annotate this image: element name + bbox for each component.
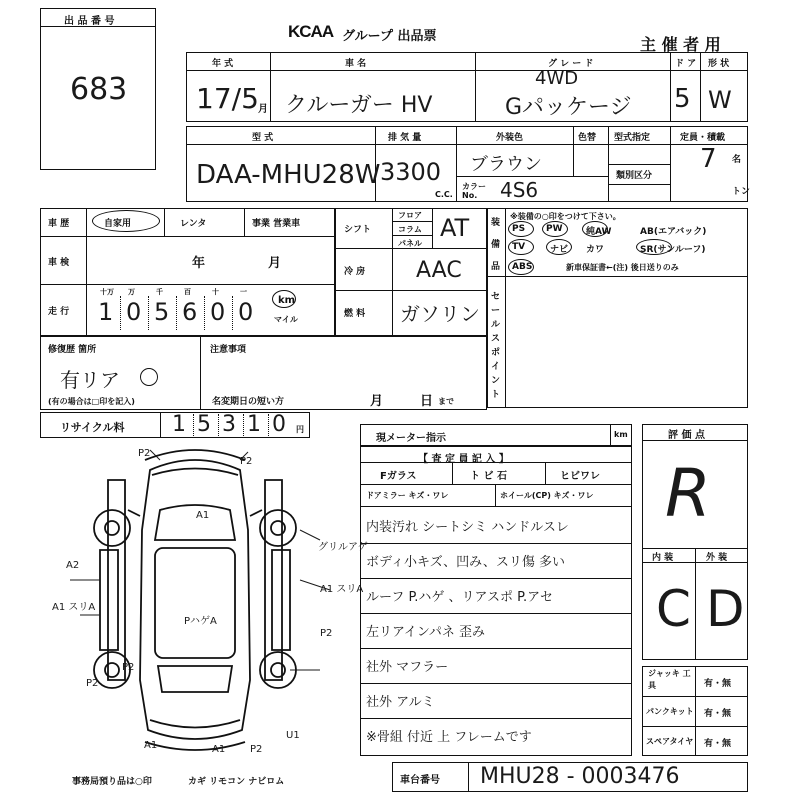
damage-mark: グリルアゲ — [318, 542, 368, 553]
interior-label: 内 装 — [652, 553, 674, 563]
recycle-label: リサイクル料 — [60, 421, 125, 434]
equipment-item[interactable]: TV — [512, 242, 526, 252]
lot-number-label: 出 品 番 号 — [64, 16, 115, 27]
history-option-rental[interactable]: レンタ — [180, 219, 207, 229]
equipment-item[interactable]: PS — [512, 224, 526, 234]
interior-value: C — [656, 580, 691, 638]
mileage-unit: 十万 — [100, 288, 114, 296]
damage-mark: A1 — [144, 740, 158, 751]
name-change-day: 日 — [420, 394, 434, 409]
equipment-circle — [582, 221, 608, 237]
shift-option-column[interactable]: コラム — [398, 225, 422, 234]
inspector-note: 社外 マフラー — [366, 660, 449, 675]
mileage-digit: 0 — [126, 298, 142, 326]
damage-mark: P2 — [138, 448, 151, 459]
mileage-unit: 十 — [212, 288, 219, 296]
equipment-circle — [508, 239, 534, 255]
mileage-unit: 一 — [240, 288, 247, 296]
recycle-digit: 1 — [172, 412, 186, 437]
inspector-note: ルーフ P.ハゲ 、リアスポ P.アセ — [366, 590, 553, 605]
exterior-value: D — [706, 580, 745, 638]
inspector-note: 社外 アルミ — [366, 695, 435, 710]
organizer-label: 主 催 者 用 — [640, 35, 721, 54]
exterior-label: 外 装 — [706, 553, 728, 563]
inspector-note: ボディ小キズ、凹み、スリ傷 多い — [366, 555, 566, 570]
damage-mark: A1 スリA — [52, 602, 96, 613]
color-label: 外装色 — [496, 133, 524, 143]
history-label: 車 歴 — [48, 219, 70, 229]
mileage-unit: 万 — [128, 288, 135, 296]
capacity-value: 7 — [700, 144, 717, 174]
mileage-unit: 百 — [184, 288, 191, 296]
equipment-item[interactable]: AB(エアバック) — [640, 227, 707, 237]
recycle-digit: 1 — [247, 412, 261, 437]
door-value: 5 — [674, 84, 691, 114]
cc-unit: C.C. — [435, 190, 453, 199]
equipment-item[interactable]: ナビ — [550, 245, 569, 255]
equipment-item[interactable]: SR(サンルーフ) — [640, 245, 706, 255]
grade-value-top: 4WD — [535, 68, 579, 89]
chassis-value: MHU28 - 0003476 — [480, 764, 680, 789]
model-value: DAA-MHU28W — [196, 160, 381, 190]
ac-value: AAC — [416, 258, 462, 283]
sales-point-label: セールスポイント — [491, 292, 501, 400]
equipment-item[interactable]: ABS — [512, 262, 533, 272]
puncture-yesno[interactable]: 有・無 — [704, 709, 732, 719]
office-label: 事務局預り品は○印 — [72, 777, 152, 787]
mileage-digit: 6 — [182, 298, 198, 326]
equipment-item[interactable]: PW — [546, 224, 563, 234]
recycle-unit: 円 — [296, 425, 304, 434]
mileage-digit: 1 — [98, 298, 114, 326]
mirror-label: ドアミラー キズ・ワレ — [366, 491, 449, 500]
puncture-label: パンクキット — [646, 707, 694, 716]
shift-value: AT — [440, 214, 470, 242]
shape-label: 形 状 — [708, 59, 730, 69]
color-no-label: カラー No. — [462, 182, 486, 200]
ac-label: 冷 房 — [344, 267, 366, 277]
equipment-circle — [546, 239, 572, 255]
inspection-year: 年 — [192, 256, 206, 271]
spare-label: スペアタイヤ — [646, 737, 694, 746]
grade-label: グ レ ー ド — [548, 59, 594, 69]
equipment-circle — [636, 239, 672, 255]
equipment-item[interactable]: カワ — [586, 245, 605, 255]
glass-options: ト ビ 石 — [470, 471, 507, 482]
mileage-unit: 千 — [156, 288, 163, 296]
glass-label: Fガラス — [380, 471, 417, 482]
mileage-digit: 5 — [154, 298, 170, 326]
repair-value: 有リア — [60, 368, 120, 392]
history-option-private[interactable]: 自家用 — [104, 219, 132, 229]
damage-mark: U1 — [286, 730, 300, 741]
ton-unit: トン — [732, 187, 751, 197]
lot-number-value: 683 — [70, 72, 128, 107]
inspector-note: 内装汚れ シートシミ ハンドルスレ — [366, 520, 569, 535]
damage-mark: A1 スリA — [320, 584, 364, 595]
damage-mark: P2 — [250, 744, 263, 755]
inspection-month: 月 — [268, 256, 282, 271]
equipment-circle — [508, 259, 534, 275]
history-option-business[interactable]: 事業 営業車 — [252, 219, 301, 229]
displacement-label: 排 気 量 — [388, 133, 422, 143]
damage-mark: P2 — [240, 456, 253, 467]
equipment-note: ※装備の○印をつけて下さい。 — [510, 212, 621, 221]
year-value: 17/5 — [196, 82, 259, 115]
recycle-digit: 3 — [222, 412, 236, 437]
crack-label: ヒビワレ — [560, 471, 600, 482]
equipment-item[interactable]: 新車保証書←(注) 後日送りのみ — [566, 263, 679, 272]
model-label: 型 式 — [252, 133, 274, 143]
name-value: クルーガー HV — [285, 93, 433, 118]
grade-value: Gパッケージ — [505, 95, 632, 120]
meter-unit: km — [614, 430, 628, 439]
brand-logo: KCAA — [288, 22, 334, 41]
color-change-label: 色替 — [578, 133, 597, 143]
jack-yesno[interactable]: 有・無 — [704, 679, 732, 689]
jack-label: ジャッキ 工 具 — [648, 669, 691, 690]
inspector-note: 左リアインパネ 歪み — [366, 625, 486, 640]
inspection-label: 車 検 — [48, 258, 70, 268]
mileage-digit: 0 — [238, 298, 254, 326]
class-label: 類別区分 — [616, 171, 653, 181]
shift-option-panel[interactable]: パネル — [398, 239, 422, 248]
damage-mark: A1 — [212, 744, 226, 755]
chassis-label: 車台番号 — [400, 775, 440, 786]
displacement-value: 3300 — [380, 158, 442, 186]
name-change-by: まで — [438, 397, 454, 406]
mileage-label: 走 行 — [48, 307, 70, 317]
inspector-note: ※骨組 付近 上 フレームです — [366, 730, 532, 745]
damage-mark: PハゲA — [184, 616, 217, 627]
damage-mark: A2 — [66, 560, 80, 571]
equipment-block — [487, 208, 748, 408]
km-selected-circle — [272, 290, 296, 308]
type-designation-label: 型式指定 — [614, 133, 651, 143]
capacity-label: 定員・積載 — [680, 133, 726, 143]
rating-score: R — [665, 455, 711, 532]
shift-label: シフト — [344, 225, 372, 235]
km-label: km — [278, 295, 296, 306]
wheel-label: ホイール(CP) キズ・ワレ — [500, 491, 594, 500]
recycle-digit: 5 — [197, 412, 211, 437]
fuel-value: ガソリン — [400, 302, 480, 326]
repair-label: 修復歴 箇所 — [48, 345, 97, 355]
shape-value: W — [708, 86, 732, 114]
damage-mark: P2 — [86, 678, 99, 689]
repair-note: (有の場合は□印を記入) — [48, 397, 135, 406]
name-label: 車 名 — [345, 59, 367, 69]
equipment-circle — [508, 221, 534, 237]
year-label: 年 式 — [212, 59, 234, 69]
repair-marker — [140, 368, 158, 386]
year-unit: 月 — [258, 104, 268, 115]
equipment-item[interactable]: 純AW — [586, 227, 612, 237]
mileage-digit: 0 — [210, 298, 226, 326]
spare-yesno[interactable]: 有・無 — [704, 739, 732, 749]
equipment-side-label: 装 備 品 — [491, 218, 501, 272]
rating-label: 評 価 点 — [668, 430, 705, 441]
damage-mark: P2 — [320, 628, 333, 639]
mile-label: マイル — [274, 315, 298, 324]
history-selected-circle — [92, 210, 160, 232]
capacity-unit: 名 — [732, 155, 742, 165]
name-change-label: 名変期日の短い方 — [212, 397, 285, 407]
recycle-digit: 0 — [272, 412, 286, 437]
meter-label: 現メーター指示 — [376, 433, 446, 444]
name-change-month: 月 — [370, 394, 384, 409]
shift-option-floor[interactable]: フロア — [398, 211, 422, 220]
damage-mark: A1 — [196, 510, 210, 521]
car-diagram — [0, 430, 360, 760]
equipment-circle — [542, 221, 568, 237]
fuel-label: 燃 料 — [344, 309, 366, 319]
color-value: ブラウン — [470, 154, 542, 175]
door-label: ド ア — [675, 59, 697, 69]
inspector-title: 【 査 定 員 記 入 】 — [418, 454, 509, 465]
form-title: グループ 出品票 — [342, 29, 437, 44]
remarks-label: 注意事項 — [210, 345, 247, 355]
office-items: カギ リモコン ナビロム — [188, 777, 285, 787]
damage-mark: P2 — [122, 662, 135, 673]
color-no-value: 4S6 — [500, 178, 539, 202]
